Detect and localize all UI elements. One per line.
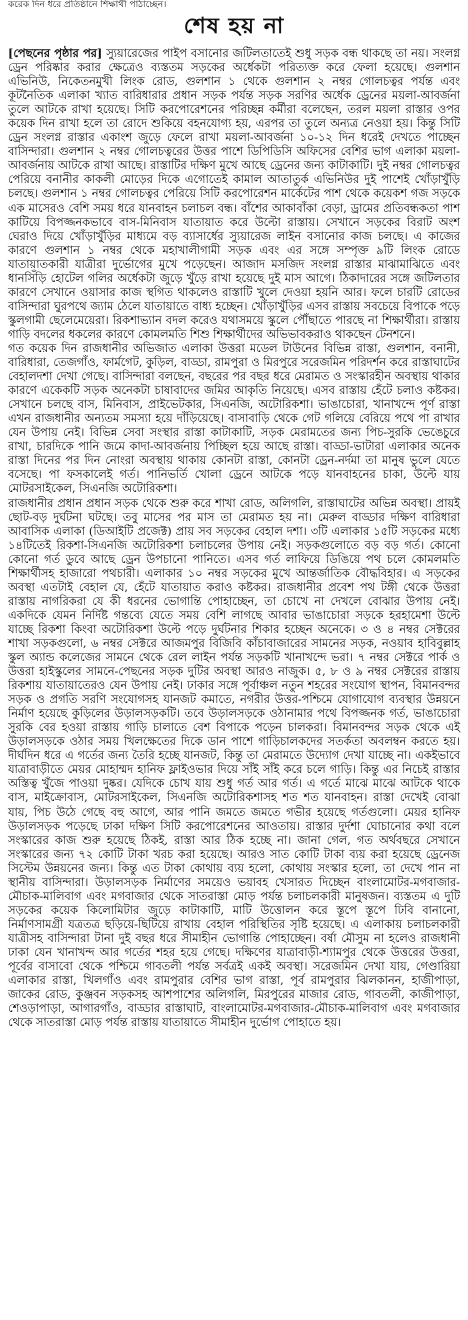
paragraph-1-text: স্যুয়ারেজের পাইপ বসানোর জটিলতাতেই শুধু সড়ক বন্ধ থাকছে তা নয়। সংলগ্ন ড্রেন পরিষ্কার করার ক্ষেত্রেও ব্যস্ততম সড়কের অর্ধেকটা পরিত্যক্ত করে ফেলা হয়েছে। গুলশান এভিনিউ, নিকেতনমুখী লিংক রোড, গুলশান ১ থেকে গুলশান ২ নম্বর গোলচত্বর পর্যন্ত এবং কূটনৈতিক এলাকা খ্যাত বারিধারার প্রধান সড়ক পর্যন্ত সড়ক সরণির অর্ধেক ড্রেনের ময়লা-আবর্জনা তুলে আটকে রাখা হয়েছে। সিটি করপোরেশনের পরিচ্ছন্ন কর্মীরা বলেছেন, তরল ময়লা রাস্তার ওপর কয়েক দিন রাখা হলে তা রোদে শুকিয়ে বহনযোগ্য হয়, এরপর তা তুলে অন্যত্র নেওয়া হয়। কিন্তু সিটি ড্রেন সংলগ্ন রাস্তার একাংশ জুড়ে ফেলে রাখা ময়লা-আবর্জনা ১০-১২ দিন ধরেই দেখতে পাচ্ছেন বাসিন্দারা। গুলশান ২ নম্বর গোলচত্বরের উত্তর পাশে ডিপিডিসি অফিসের বেশির ভাগ এলাকা ময়লা-আবর্জনায় আটকে রাখা আছে। রাস্তাটির দক্ষিণ মুখে আছে ড্রেনের জন্য কাটাকাটি। দুই নম্বর গোলচত্বর পেরিয়ে বনানীর কাকলী মোড়ের দিকে এগোতেই কামাল আতাতুর্ক এভিনিউর দুই পাশেই খোঁড়াখুঁড়ি চলছে। গুলশান ১ নম্বর গোলচত্বর পেরিয়ে সিটি করপোরেশন মার্কেটের পাশ থেকে কয়েকশ গজ সড়কে এক মাসেরও বেশি সময় ধরে যানবাহন চলাচল বন্ধ। বাঁশের আকাবাঁকা বেড়া, ড্রামের প্রতিবন্ধকতা পাশ কাটিয়ে বিপজ্জনকভাবে বাস-মিনিবাস যাতায়াত করে উল্টো রাস্তায়। সেখানে সড়কের বিরাট অংশ ঘেরাও দিয়ে খোঁড়াখুঁড়ির মাধ্যমে বড় ব্যাসার্ধের স্যুয়ারেজ লাইন বসানোর কাজ চলছে। এ কাজের কারণে গুলশান ১ নম্বর থেকে মহাখালীগামী সড়ক এবং এর সঙ্গে সম্পৃক্ত ৯টি লিংক রোডে যাতায়াতকারী যাত্রীরা দুর্ভোগের মুখে পড়েছেন। আজাদ মসজিদ সংলগ্ন রাস্তার মাঝামাঝিতে এবং ধানসিঁড়ি হোটেল গলির অর্ধেকটা জুড়ে খুঁড়ে রাখা হয়েছে দুই মাস আগে। ঠিকাদারের সঙ্গে জটিলতার কারণে সেখানে ওয়াসার কাজ স্থগিত থাকলেও রাস্তাটি খুলে দেওয়া হয়নি আর। ফলে চারটি রোডের বাসিন্দারা ঘুরপথে জ্যাম ঠেলে যাতায়াতে বাধ্য হচ্ছেন। খোঁড়াখুঁড়ির এসব রাস্তায় সবচেয়ে বিপাকে পড়ে স্কুলগামী ছেলেমেয়েরা। রিকশাভ্যান বদল করেও যথাসময়ে স্কুলে পৌঁছাতে পারছে না শিক্ষার্থীরা। রাস্তায় গাড়ি বদলের ধকলের কারণে কোমলমতি শিশু শিক্ষার্থীদের অভিভাবকরাও থাকছেন টেনশনে। <box>8 47 460 341</box>
article-body <box>0 44 468 1314</box>
paragraph-1 <box>8 46 460 342</box>
headline: শেষ হয় না <box>183 14 285 39</box>
paragraph-2: গত কয়েক দিন রাজধানীর অভিজাত এলাকা উত্তরা মডেল টাউনের বিভিন্ন রাস্তা, গুলশান, বনানী, বারিধারা, তেজগাঁও, ফার্মগেট, কুড়িল, বাড্ডা, রামপুরা ও মিরপুরে সরেজমিন পরিদর্শন করে রাস্তাঘাটের বেহালদশা দেখা গেছে। বাসিন্দারা বলছেন, বছরের পর বছর ধরে মেরামত ও সংস্কারহীন অবস্থায় থাকার কারণে একেকটি সড়ক অনেকটা চাষাবাদের জমির আকৃতি নিয়েছে। এসব রাস্তায় হেঁটে চলাও কষ্টকর। সেখানে চলছে বাস, মিনিবাস, প্রাইভেটকার, সিএনজি, অটোরিকশা। ভাঙাচোরা, খানাখন্দে পূর্ণ রাস্তা এখন রাজধানীর অন্যতম সমস্যা হয়ে দাঁড়িয়েছে। বাসাবাড়ি থেকে গেট গলিয়ে বেরিয়ে পথে পা রাখার যেন উপায় নেই। বিভিন্ন সেবা সংস্থার রাস্তা কাটাকাটি, সড়ক মেরামতের জন্য পিচ-সুরকি ভেঙেচুরে রাখা, চারদিকে পানি জমে কাদা-আবর্জনায় পিচ্ছিল হয়ে আছে রাস্তা। বাড্ডা-ভাটারা এলাকার অনেক রাস্তা দিনের পর দিন নোংরা অবস্থায় থাকায় কোনটা রাস্তা, কোনটা ড্রেন-নর্দমা তা মানুষ ভুলে যেতে বসেছে। পা ফসকালেই গর্ত। পানিভর্তি খোলা ড্রেনে আটকে পড়ে যানবাহনের চাকা, উল্টে যায় মোটরসাইকেল, সিএনজি অটোরিকশা। <box>8 341 460 496</box>
top-strip-text: করেক দিন ধরে প্রতিষ্ঠানে শিক্ষার্থী পাঠাচ্ছেন। <box>8 0 167 10</box>
lead-marker: [পেছনের পৃষ্ঠার পর] <box>8 46 103 60</box>
paragraph-3: রাজধানীর প্রধান প্রধান সড়ক থেকে শুরু করে শাখা রোড, অলিগলি, রাস্তাঘাটের অভিন্ন অবস্থা। প্রায়ই ছোট-বড় দুর্ঘটনা ঘটছে। তবু মাসের পর মাস তা মেরামত হয় না। মেরুল বাড্ডার দক্ষিণ বারিধারা আবাসিক এলাকা (ডিআইটি প্রজেক্ট) প্রায় সব সড়কের বেহাল দশা। ৩টি এলাকার ১৫টি সড়কের মধ্যে ১৪টিতেই রিকশা-সিএনজি অটোরিকশা চলাচলের উপায় নেই। সড়কগুলোতে বড় বড় গর্ত। কোনো কোনো গর্ত ডুবে আছে ড্রেন উপচানো পানিতে। এসব গর্ত লাফিয়ে ডিঙিয়ে পথ চলে কোমলমতি শিক্ষার্থীসহ হাজারো পথচারী। এলাকার ১০ নম্বর সড়কের মুখে আন্তর্জাতিক বৌদ্ধবিহার। এ সড়কের অবস্থা এতটাই বেহাল যে, হেঁটে যাতায়াত করাও কষ্টকর। রাজধানীর প্রবেশ পথ টঙ্গী থেকে উত্তরা রাস্তায় নাগরিকরা যে কী ধরনের ভোগান্তি পোহাচ্ছেন, তা চোখে না দেখলে বোঝার উপায় নেই। একদিকে যেমন নির্দিষ্ট গন্তব্যে যেতে সময় বেশি লাগছে আবার ভাঙাচোরা সড়কে হরহামেশা উল্টে যাচ্ছে রিকশা কিংবা অটোরিকশা উল্টে পড়ে দুর্ঘটনার শিকার হচ্ছেন অনেকে। ৩ ও ৪ নম্বর সেক্টরের শাখা সড়কগুলো, ৬ নম্বর সেক্টরে আজমপুর বিজিবি কাঁচাবাজারের সামনের সড়ক, নওয়াব হাবিবুল্লাহ স্কুল অ্যান্ড কলেজের সামনে থেকে রেল লাইন পর্যন্ত সড়কটি খানাখন্দে ভরা। ৭ নম্বর সেক্টরে পার্ক ও উত্তরা হাইস্কুলের সামনে-পেছনের সড়ক দুটির অবস্থা আরও নাজুক। ৫, ৮ ও ৯ নম্বর সেক্টরের রাস্তায় রিকশায় যাতায়াতেরও যেন উপায় নেই। ঢাকার সঙ্গে পূর্বাঞ্চল নতুন শহরের সংযোগ স্থাপন, বিমানবন্দর সড়ক ও প্রগতি সরণি সংযোগসহ যানজট কমাতে, নগরীর উত্তর-পশ্চিমে যোগাযোগ ব্যবস্থার উন্নয়নে নির্মাণ হয়েছে কুড়িলের উড়ালসড়কটি। তবে উড়ালসড়কে ওঠানামার পথে বিপজ্জনক গর্ত, ভাঙাচোরা সুরকি বের হওয়া রাস্তায় গাড়ি চালাতে বেশ বিপাকে পড়েন চালকরা। বিমানবন্দর সড়ক থেকে এই উড়ালসড়কে ওঠার সময় খিলক্ষেতের দিকে ডান পাশে গাড়িচালকদের সতর্কতা অবলম্বন করতে হয়। দীর্ঘদিন ধরে এ গর্তের জন্য তৈরি হচ্ছে যানজট, কিন্তু তা মেরামতে উদ্যোগ দেখা যাচ্ছে না। একইভাবে যাত্রাবাড়ীতে মেয়র মোহাম্মদ হানিফ ফ্লাইওভার দিয়ে সাঁই সাঁই করে চলে গাড়ি। কিন্তু এর নিচেই রাস্তার অস্তিত্ব খুঁজে পাওয়া দুষ্কর। যেদিকে চোখ যায় শুধু গর্ত আর গর্ত। এ গর্তে মাঝে মাঝে আটকে থাকে বাস, মাইক্রোবাস, মোটরসাইকেল, সিএনজি অটোরিকশাসহ শত শত যানবাহন। রাস্তা দেখেই বোঝা যায়, পিচ উঠে গেছে বহু আগে, আর পানি জমতে জমতে গভীর হয়েছে গর্তগুলো। মেয়র হানিফ উড়ালসড়ক পড়েছে ঢাকা দক্ষিণ সিটি করপোরেশনের আওতায়। রাস্তার দুর্দশা ঘোচানোর কথা বলে সংস্কারের কাজ শুরু হয়েছে ঠিকই, রাস্তা আর ঠিক হচ্ছে না। জানা গেল, গত অর্থবছরে সেখানে সংস্কারের জন্য ৭২ কোটি টাকা খরচ করা হয়েছে। আরও সাত কোটি টাকা ব্যয় করা হয়েছে ড্রেনেজ সিস্টেম উন্নয়নের জন্য। কিন্তু এত টাকা কোথায় ব্যয় হলো, কোথায় সংস্কার হলো, তা দেখে পান না স্থানীয় বাসিন্দারা। উড়ালসড়ক নির্মাণের সময়েও ভয়াবহ খেসারত দিচ্ছেন বাংলামোটর-মগবাজার-মৌচাক-মালিবাগ এবং মগবাজার থেকে সাতরাস্তা মোড় পর্যন্ত চলাচলকারী মানুষজন। ব্যস্ততম এ দুটি সড়কের কয়েক কিলোমিটার জুড়ে কাটাকাটি, মাটি উত্তোলন করে স্তূপে স্তূপে ঢিবি বানানো, নির্মাণসামগ্রী যত্রতত্র ছড়িয়ে-ছিটিয়ে রাখায় বেহাল পরিস্থিতির সৃষ্টি হয়েছে। এ এলাকায় চলাচলকারী যাত্রীসহ বাসিন্দারা টানা দুই বছর ধরে সীমাহীন ভোগান্তি পোহাচ্ছেন। বর্ষা মৌসুম না হলেও রাজধানী ঢাকা যেন খানাখন্দ আর গর্তের শহর হয়ে গেছে। দক্ষিণের যাত্রাবাড়ী-শ্যামপুর থেকে উত্তরের উত্তরা, পূর্বের বাসাবো থেকে পশ্চিমে গাবতলী পর্যন্ত সর্বত্রই একই অবস্থা। সরেজমিন দেখা যায়, গেণ্ডারিয়া এলাকার রাস্তা, খিলগাঁও এবং রামপুরার বেশির ভাগ রাস্তা, পূর্ব রামপুরার ঝিলকানন, হাজীপাড়া, জাকের রোড, কুঞ্জবন সড়কসহ আশপাশের অলিগলি, মিরপুরের মাজার রোড, গাবতলী, কাজীপাড়া, শেওড়াপাড়া, আগারগাঁও, বাড্ডার রাস্তাঘাট, বাংলামোটর-মগবাজার-মৌচাক-মালিবাগ এবং মগবাজার থেকে সাতরাস্তা মোড় পর্যন্ত রাস্তায় যাতায়াতে সীমাহীন দুর্ভোগ পোহাতে হয়। <box>8 496 460 1030</box>
